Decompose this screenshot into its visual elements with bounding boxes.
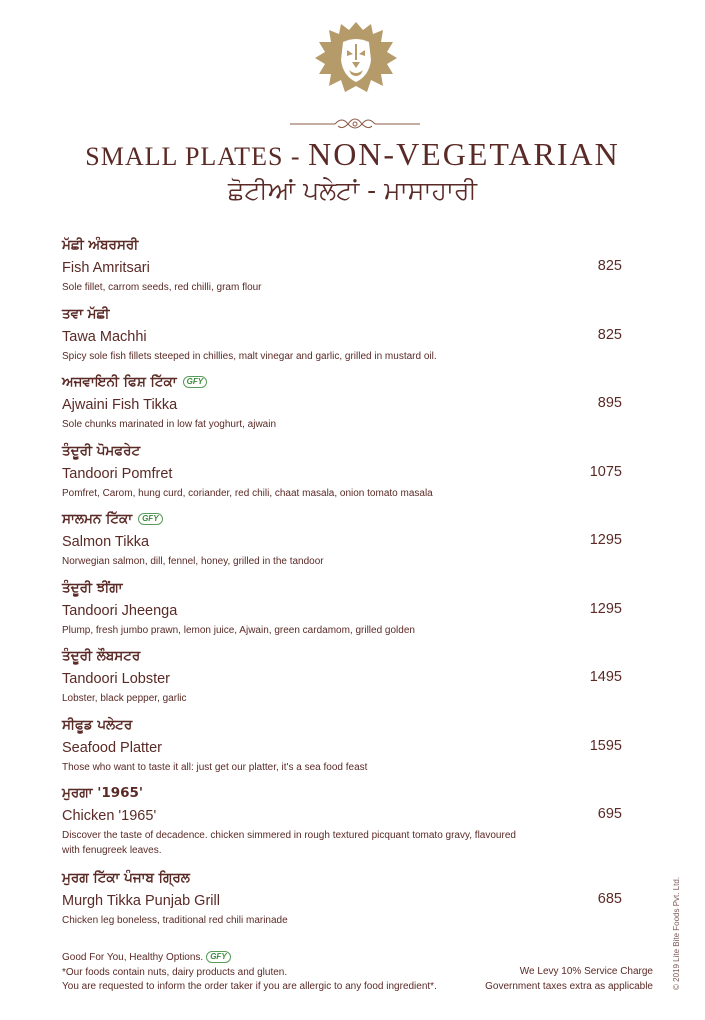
item-description: Sole fillet, carrom seeds, red chilli, gram flour — [62, 282, 262, 293]
item-name-punjabi: ਮੁਰਗ ਟਿੱਕਾ ਪੰਜਾਬ ਗ੍ਰਿਲ — [62, 870, 190, 886]
gfy-badge: GFY — [183, 376, 207, 388]
item-name: Tandoori Jheenga — [62, 602, 178, 619]
item-name-punjabi: ਅਜਵਾਇਨੀ ਫਿਸ਼ ਟਿੱਕਾ — [62, 374, 177, 390]
item-price: 685 — [597, 891, 622, 907]
item-name: Murgh Tikka Punjab Grill — [62, 893, 220, 909]
page-title — [0, 136, 705, 173]
item-price: 895 — [597, 395, 622, 411]
copyright-notice: © 2019 Lite Bite Foods Pvt. Ltd. — [672, 876, 681, 990]
item-name: Fish Amritsari — [62, 260, 150, 276]
allergen-note-2: You are requested to inform the order taker if you are allergic to any food ingredient*. — [62, 981, 437, 992]
item-name-punjabi: ਤਵਾ ਮੱਛੀ — [62, 305, 110, 322]
item-name-punjabi: ਮੁਰਗਾ '1965' — [62, 785, 144, 801]
menu-item — [62, 442, 622, 511]
item-name: Tandoori Pomfret — [62, 465, 173, 482]
item-price: 825 — [597, 326, 622, 343]
item-name: Seafood Platter — [62, 739, 162, 756]
item-description: Chicken leg boneless, traditional red chili marinade — [62, 915, 288, 926]
lion-head-logo — [313, 20, 399, 98]
item-name-punjabi: ਤੰਦੂਰੀ ਝੀਂਗਾ — [62, 579, 123, 596]
gfy-note: Good For You, Healthy Options. — [62, 952, 204, 963]
divider-ornament — [290, 114, 420, 134]
item-description: Plump, fresh jumbo prawn, lemon juice, Ajwain, green cardamom, grilled golden — [62, 624, 415, 636]
gfy-note-row — [62, 951, 462, 966]
footer-charges — [485, 965, 653, 994]
item-name-punjabi: ਸੀਫੂਡ ਪਲੇਟਰ — [62, 716, 133, 733]
menu-item — [62, 869, 622, 938]
item-description: Discover the taste of decadence. chicken simmered in rough textured picquant tomato gravy, flavoured with fenugreek leaves. — [62, 830, 516, 856]
item-price: 1295 — [589, 532, 622, 548]
item-price: 695 — [597, 806, 622, 822]
item-name: Tandoori Lobster — [62, 671, 171, 687]
menu-item — [62, 716, 622, 785]
gfy-badge: GFY — [138, 513, 162, 525]
item-name: Salmon Tikka — [62, 534, 150, 550]
title-non-vegetarian: NON-VEGETARIAN — [308, 136, 620, 172]
item-name-punjabi: ਮੱਛੀ ਅੰਬਰਸਰੀ — [62, 237, 139, 253]
item-description: Pomfret, Carom, hung curd, coriander, red chili, chaat masala, onion tomato masala — [62, 487, 433, 499]
item-name-punjabi-row — [62, 510, 622, 528]
item-name-punjabi: ਸਾਲਮਨ ਟਿੱਕਾ — [62, 511, 133, 527]
footer-notes — [62, 951, 462, 995]
item-price: 1495 — [589, 669, 622, 685]
menu-item — [62, 305, 622, 374]
menu-item — [62, 647, 622, 716]
menu-item — [62, 373, 622, 442]
taxes-note: Government taxes extra as applicable — [485, 980, 653, 992]
item-price: 1595 — [589, 737, 622, 754]
item-description: Norwegian salmon, dill, fennel, honey, grilled in the tandoor — [62, 556, 324, 567]
item-name-punjabi: ਤੰਦੂਰੀ ਲੌਬਸਟਰ — [62, 648, 141, 664]
item-name: Ajwaini Fish Tikka — [62, 397, 178, 413]
service-charge-note: We Levy 10% Service Charge — [519, 966, 653, 977]
menu-item — [62, 579, 622, 648]
menu-item — [62, 510, 622, 579]
gfy-badge: GFY — [206, 951, 230, 963]
item-description: Those who want to taste it all: just get our platter, it's a sea food feast — [62, 761, 368, 773]
page-subtitle-punjabi: ਛੋਟੀਆਂ ਪਲੇਟਾਂ - ਮਾਸਾਹਾਰੀ — [227, 176, 478, 205]
item-price: 1075 — [589, 463, 622, 480]
item-name: Tawa Machhi — [62, 328, 147, 345]
menu-item — [62, 784, 622, 869]
item-name-punjabi-row — [62, 373, 622, 391]
item-price: 1295 — [589, 600, 622, 617]
title-small-plates: SMALL PLATES - — [85, 142, 309, 171]
menu-item — [62, 236, 622, 305]
item-description: Lobster, black pepper, garlic — [62, 693, 187, 704]
item-name: Chicken '1965' — [62, 808, 157, 824]
menu-items-list — [62, 236, 622, 938]
allergen-note-1: *Our foods contain nuts, dairy products and gluten. — [62, 966, 288, 978]
item-name-punjabi: ਤੰਦੂਰੀ ਪੋਮਫਰੇਟ — [62, 442, 141, 459]
item-description: Spicy sole fish fillets steeped in chillies, malt vinegar and garlic, grilled in mustard oil. — [62, 350, 437, 362]
item-price: 825 — [597, 258, 622, 274]
item-description: Sole chunks marinated in low fat yoghurt, ajwain — [62, 419, 277, 430]
